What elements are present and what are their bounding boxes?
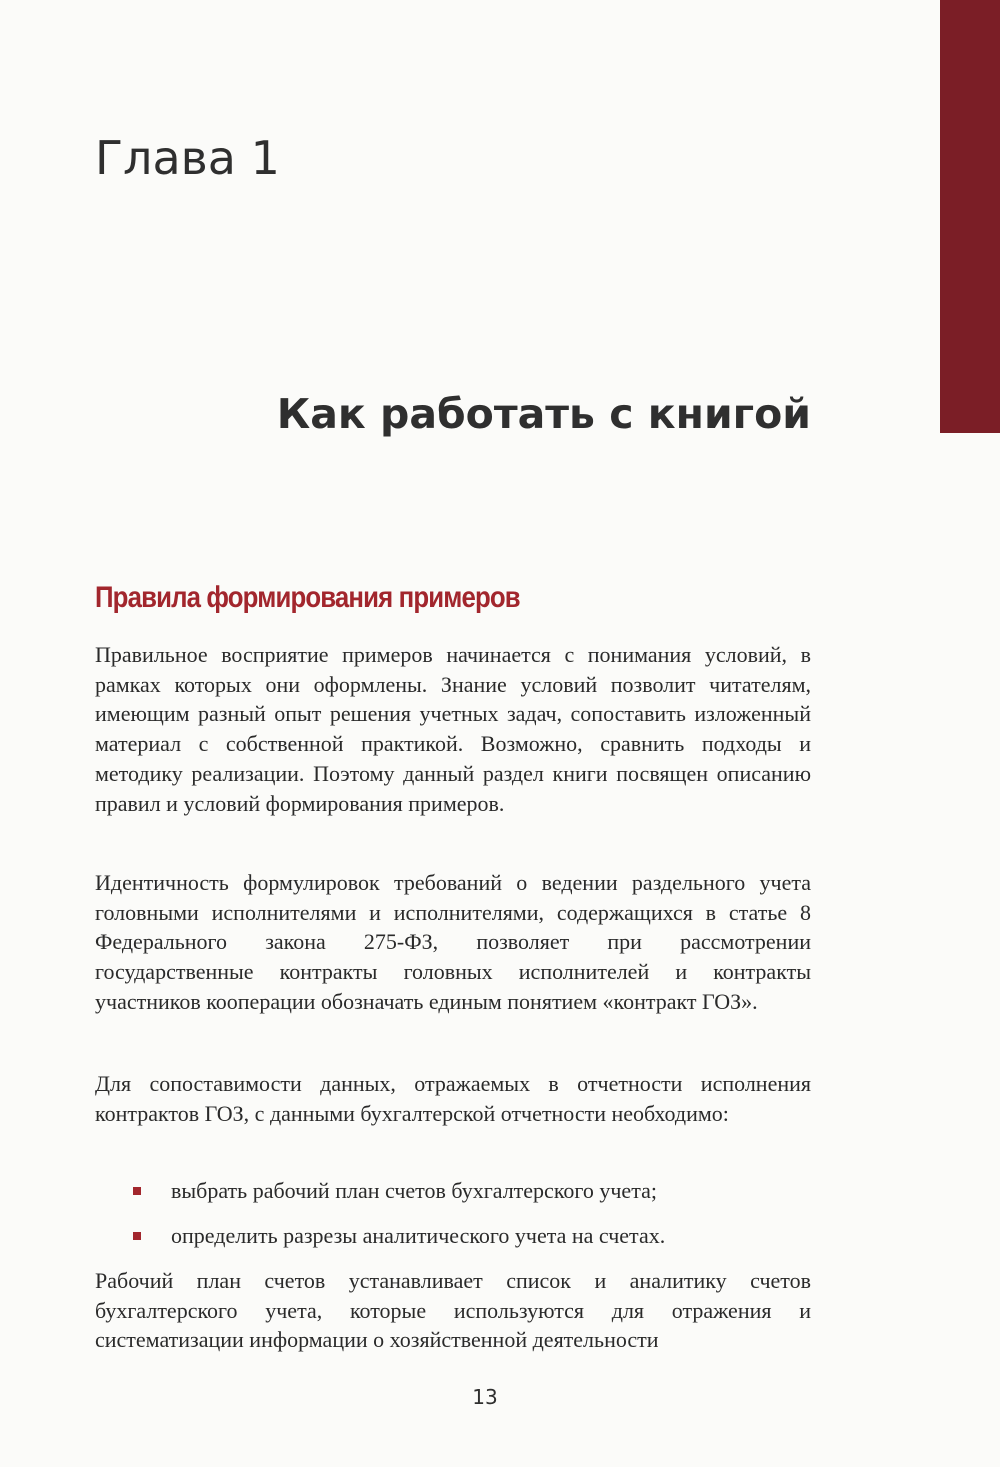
bullet-item xyxy=(95,1172,811,1217)
bullet-item xyxy=(95,1217,811,1262)
square-bullet-icon xyxy=(133,1232,141,1240)
bullet-text: выбрать рабочий план счетов бухгалтерского учета; xyxy=(171,1178,657,1203)
chapter-side-tab xyxy=(940,0,1000,433)
section-title: Правила формирования примеров xyxy=(95,581,520,614)
paragraph-1: Правильное восприятие примеров начинается с понимания условий, в рамках которых они оформлены. Знание условий позволит читателям, имеющим разный опыт решения учетных задач, сопоставить изложенный материал с собственной практикой. Возможно, сравнить подходы и методику реализации. Поэтому данный раздел книги посвящен описанию правил и условий формирования примеров. xyxy=(95,642,811,816)
bullet-list xyxy=(95,1172,811,1262)
chapter-title: Как работать с книгой xyxy=(276,390,811,438)
paragraph-2: Идентичность формулировок требований о ведении раздельного учета головными исполнителями и исполнителями, содержащихся в статье 8 Федерального закона 275-ФЗ, позволяет при рассмотрении государственные контракты головных исполнителей и контракты участников кооперации обозначать единым понятием «контракт ГОЗ». xyxy=(95,870,811,1014)
page-number: 13 xyxy=(472,1385,498,1409)
square-bullet-icon xyxy=(133,1187,141,1195)
paragraph-3: Для сопоставимости данных, отражаемых в отчетности исполнения контрактов ГОЗ, с данными бухгалтерской отчетности необходимо: xyxy=(95,1071,811,1126)
bullet-text: определить разрезы аналитического учета на счетах. xyxy=(171,1223,666,1248)
chapter-label: Глава 1 xyxy=(95,131,280,185)
paragraph-4: Рабочий план счетов устанавливает список и аналитику счетов бухгалтерского учета, которые используются для отражения и систематизации информации о хозяйственной деятельности xyxy=(95,1268,811,1353)
